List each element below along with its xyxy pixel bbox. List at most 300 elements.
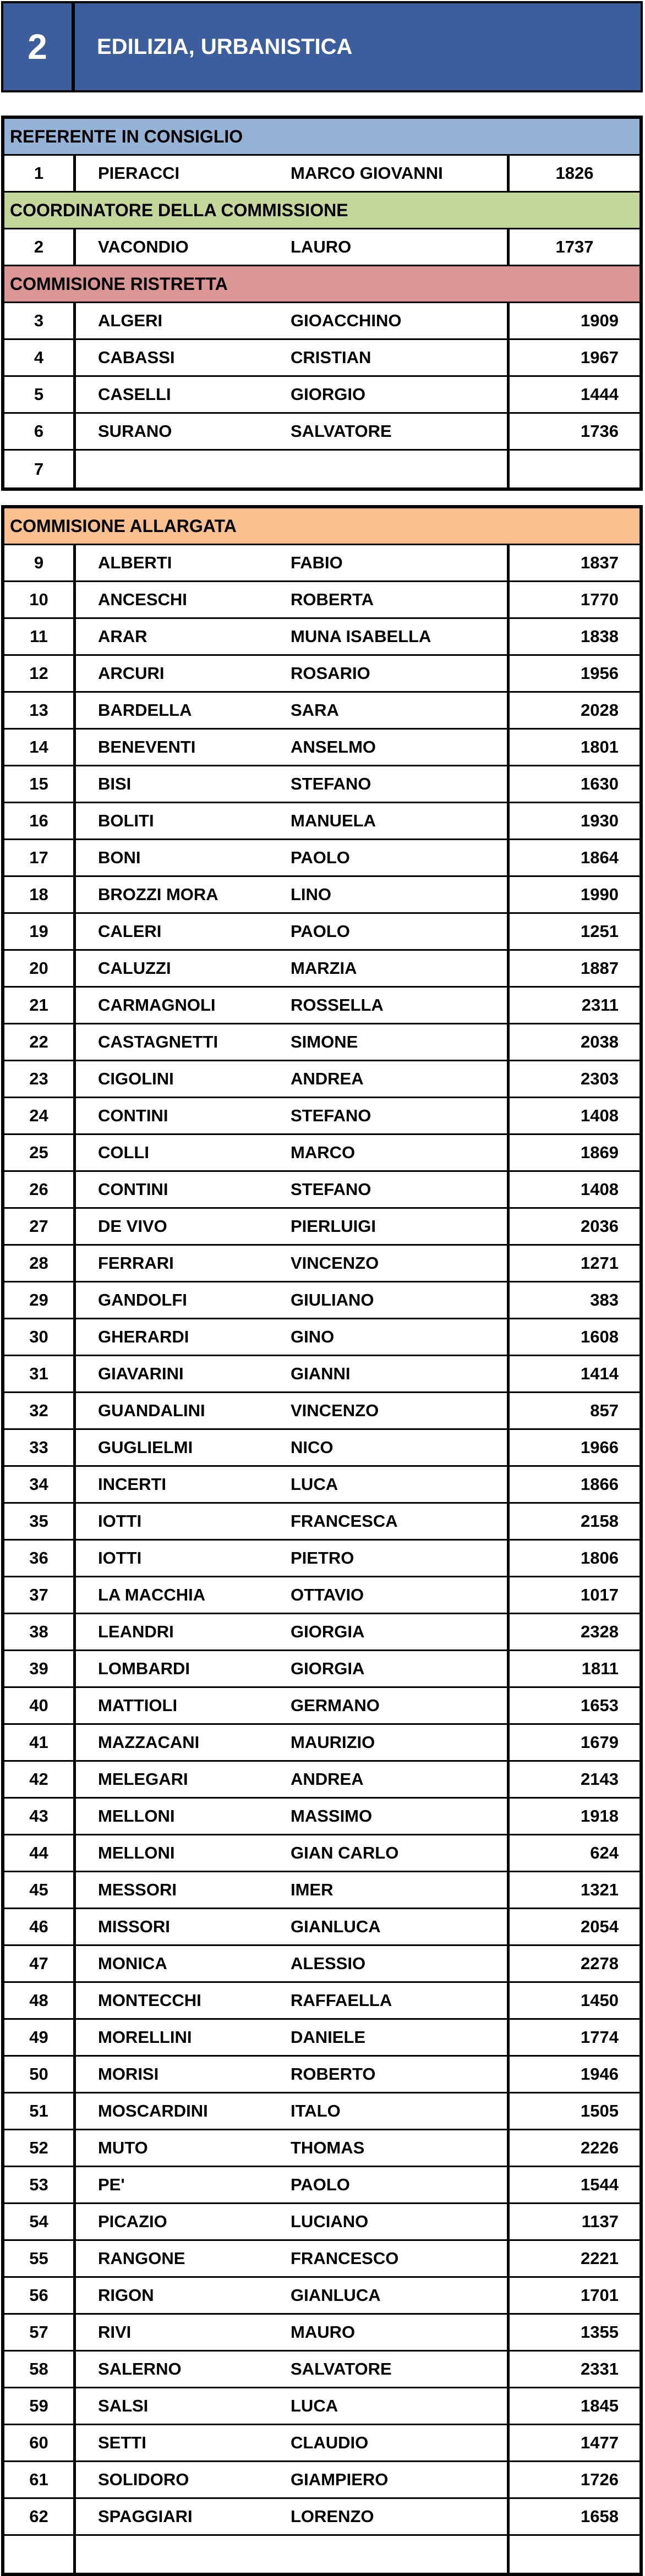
member-code: 1630 [507, 766, 639, 802]
member-first-name: MUNA ISABELLA [291, 627, 431, 646]
row-number: 25 [4, 1135, 76, 1170]
row-number: 14 [4, 730, 76, 765]
member-first-name: SARA [291, 700, 339, 720]
member-first-name [291, 2536, 507, 2573]
member-surname: MISSORI [98, 1917, 170, 1936]
member-first-name: GIORGIA [291, 1659, 365, 1678]
table-row [4, 1430, 639, 1467]
member-code: 1770 [507, 582, 639, 617]
member-first-name: ALESSIO [291, 1954, 366, 1973]
table-row [4, 803, 639, 840]
member-code: 1811 [507, 1651, 639, 1686]
table-row [4, 1541, 639, 1577]
member-first-name: CLAUDIO [291, 2433, 369, 2452]
row-number: 16 [4, 803, 76, 838]
member-first-name: MASSIMO [291, 1806, 373, 1826]
member-first-name: LINO [291, 885, 332, 904]
row-number: 55 [4, 2241, 76, 2276]
member-code: 1837 [507, 545, 639, 580]
member-code: 2303 [507, 1061, 639, 1097]
row-number: 47 [4, 1946, 76, 1981]
member-surname: CALERI [98, 922, 162, 941]
table-row [4, 1209, 639, 1246]
member-surname [76, 451, 291, 487]
table-row [4, 1282, 639, 1319]
row-number: 18 [4, 877, 76, 912]
member-code: 2036 [507, 1209, 639, 1244]
member-first-name: GIOACCHINO [291, 311, 402, 330]
member-surname: MUTO [98, 2138, 148, 2157]
table-row [4, 451, 639, 487]
member-first-name: ANSELMO [291, 737, 376, 757]
member-surname: BONI [98, 848, 141, 867]
member-surname: BENEVENTI [98, 737, 196, 757]
member-code [507, 451, 639, 487]
member-code: 1251 [507, 914, 639, 949]
row-number: 49 [4, 2020, 76, 2055]
member-first-name: ITALO [291, 2101, 341, 2120]
member-first-name: VINCENZO [291, 1401, 379, 1420]
row-number: 11 [4, 619, 76, 654]
row-number: 20 [4, 951, 76, 986]
member-surname: SPAGGIARI [98, 2507, 193, 2526]
row-number: 42 [4, 1762, 76, 1797]
table-row [4, 2388, 639, 2425]
table-row [4, 1725, 639, 1762]
member-code: 1838 [507, 619, 639, 654]
member-first-name: PIETRO [291, 1548, 354, 1567]
member-code: 1726 [507, 2462, 639, 2497]
member-code: 1966 [507, 1430, 639, 1465]
member-code [507, 2536, 639, 2573]
member-first-name: GIULIANO [291, 1290, 374, 1309]
member-first-name: GIANLUCA [291, 2285, 381, 2305]
row-number: 1 [4, 156, 76, 191]
table-row [4, 1909, 639, 1946]
member-code: 2328 [507, 1614, 639, 1649]
member-code: 2226 [507, 2130, 639, 2166]
row-number: 33 [4, 1430, 76, 1465]
member-code: 2311 [507, 988, 639, 1023]
table-row [4, 2462, 639, 2499]
row-number: 7 [4, 451, 76, 487]
member-first-name: MARCO [291, 1143, 356, 1162]
member-first-name: FRANCESCO [291, 2249, 399, 2268]
table-row [4, 1577, 639, 1614]
row-number: 32 [4, 1393, 76, 1428]
member-first-name: SALVATORE [291, 2359, 392, 2378]
table-row [4, 1246, 639, 1282]
row-number: 35 [4, 1504, 76, 1539]
block-commissione-allargata [1, 505, 643, 2576]
row-number: 10 [4, 582, 76, 617]
row-number: 28 [4, 1246, 76, 1281]
row-number: 43 [4, 1799, 76, 1834]
table-row [4, 2425, 639, 2462]
member-first-name: PAOLO [291, 848, 350, 867]
row-number: 50 [4, 2057, 76, 2092]
member-code: 1990 [507, 877, 639, 912]
member-surname: CONTINI [98, 1180, 168, 1199]
row-number: 12 [4, 656, 76, 691]
member-code: 2278 [507, 1946, 639, 1981]
member-code: 1737 [507, 229, 639, 265]
table-row [4, 951, 639, 988]
member-surname: MESSORI [98, 1880, 177, 1899]
member-code: 1653 [507, 1688, 639, 1723]
member-surname: ALGERI [98, 311, 163, 330]
member-code: 1608 [507, 1319, 639, 1355]
member-code: 2221 [507, 2241, 639, 2276]
table-row [4, 1467, 639, 1504]
section-band-referente-in-consiglio: REFERENTE IN CONSIGLIO [4, 119, 639, 156]
table-row [4, 1319, 639, 1356]
table-row [4, 1799, 639, 1835]
row-number: 40 [4, 1688, 76, 1723]
table-row [4, 1024, 639, 1061]
member-code: 1956 [507, 656, 639, 691]
table-row [4, 2352, 639, 2388]
member-first-name: DANIELE [291, 2027, 366, 2047]
member-first-name: GIANNI [291, 1364, 351, 1383]
member-surname: SURANO [98, 421, 172, 441]
member-first-name: ROBERTA [291, 590, 374, 609]
table-row [4, 1061, 639, 1098]
member-first-name: SIMONE [291, 1032, 358, 1051]
member-code: 1505 [507, 2093, 639, 2129]
member-surname: RIVI [98, 2322, 132, 2342]
member-surname: FERRARI [98, 1253, 174, 1273]
member-first-name: IMER [291, 1880, 334, 1899]
member-first-name: ROBERTO [291, 2064, 376, 2084]
member-code: 1017 [507, 1577, 639, 1613]
member-surname: PIERACCI [98, 163, 180, 183]
row-number: 17 [4, 840, 76, 875]
member-surname: BOLITI [98, 811, 154, 830]
table-row [4, 1872, 639, 1909]
member-code: 1137 [507, 2204, 639, 2239]
member-surname: CARMAGNOLI [98, 995, 216, 1015]
member-code: 1918 [507, 1799, 639, 1834]
member-surname: GUGLIELMI [98, 1438, 193, 1457]
member-first-name: PAOLO [291, 922, 350, 941]
table-row [4, 2536, 639, 2573]
member-code: 1887 [507, 951, 639, 986]
member-surname: LA MACCHIA [98, 1585, 206, 1604]
row-number: 34 [4, 1467, 76, 1502]
member-surname: MELLONI [98, 1806, 175, 1826]
member-code: 2038 [507, 1024, 639, 1060]
row-number: 3 [4, 303, 76, 338]
row-number: 61 [4, 2462, 76, 2497]
table-row [4, 1135, 639, 1172]
member-surname: IOTTI [98, 1511, 142, 1531]
table-row [4, 1614, 639, 1651]
table-row [4, 1172, 639, 1209]
member-first-name: OTTAVIO [291, 1585, 364, 1604]
member-code: 1271 [507, 1246, 639, 1281]
table-row [4, 2057, 639, 2093]
member-code: 1869 [507, 1135, 639, 1170]
member-code: 2054 [507, 1909, 639, 1944]
table-row [4, 2241, 639, 2278]
row-number: 9 [4, 545, 76, 580]
row-number: 30 [4, 1319, 76, 1355]
page-header [1, 1, 643, 92]
table-row [4, 693, 639, 730]
member-code: 1444 [507, 377, 639, 412]
table-row [4, 1393, 639, 1430]
member-first-name: MAURO [291, 2322, 356, 2342]
member-code: 2143 [507, 1762, 639, 1797]
member-surname [76, 2536, 291, 2573]
member-first-name: FRANCESCA [291, 1511, 398, 1531]
table-row [4, 377, 639, 414]
row-number: 45 [4, 1872, 76, 1908]
row-number: 19 [4, 914, 76, 949]
row-number: 26 [4, 1172, 76, 1207]
member-code: 1658 [507, 2499, 639, 2534]
member-surname: COLLI [98, 1143, 149, 1162]
member-surname: ANCESCHI [98, 590, 187, 609]
member-code: 1408 [507, 1098, 639, 1133]
member-first-name: THOMAS [291, 2138, 365, 2157]
row-number: 23 [4, 1061, 76, 1097]
row-number [4, 2536, 76, 2573]
member-first-name: GIORGIA [291, 1622, 365, 1641]
member-code: 1806 [507, 1541, 639, 1576]
table-row [4, 2315, 639, 2352]
member-first-name: VINCENZO [291, 1253, 379, 1273]
row-number: 39 [4, 1651, 76, 1686]
row-number: 5 [4, 377, 76, 412]
table-row [4, 1356, 639, 1393]
member-code: 1414 [507, 1356, 639, 1391]
table-row [4, 1651, 639, 1688]
member-first-name: GERMANO [291, 1696, 380, 1715]
member-surname: ARCURI [98, 664, 165, 683]
member-first-name: PAOLO [291, 2175, 350, 2194]
member-first-name: ANDREA [291, 1069, 364, 1088]
section-band-commisione-ristretta: COMMISIONE RISTRETTA [4, 266, 639, 303]
member-first-name: LUCA [291, 2396, 338, 2415]
member-surname: SETTI [98, 2433, 146, 2452]
row-number: 38 [4, 1614, 76, 1649]
member-surname: ARAR [98, 627, 147, 646]
member-first-name: GIANLUCA [291, 1917, 381, 1936]
member-code: 1909 [507, 303, 639, 338]
member-surname: MELLONI [98, 1843, 175, 1862]
member-surname: CALUZZI [98, 958, 171, 978]
member-surname: MORELLINI [98, 2027, 192, 2047]
member-first-name: STEFANO [291, 1106, 371, 1125]
member-surname: PE' [98, 2175, 125, 2194]
member-code: 1801 [507, 730, 639, 765]
member-first-name: ROSSELLA [291, 995, 384, 1015]
section-band-commisione-allargata: COMMISIONE ALLARGATA [4, 508, 639, 545]
table-row [4, 1946, 639, 1983]
member-first-name: MARCO GIOVANNI [291, 163, 443, 183]
member-code: 1946 [507, 2057, 639, 2092]
member-code: 1736 [507, 414, 639, 449]
member-surname: GUANDALINI [98, 1401, 205, 1420]
member-code: 1544 [507, 2167, 639, 2202]
member-surname: BROZZI MORA [98, 885, 218, 904]
row-number: 6 [4, 414, 76, 449]
table-row [4, 1835, 639, 1872]
member-first-name: MANUELA [291, 811, 376, 830]
member-code: 2331 [507, 2352, 639, 2387]
member-surname: IOTTI [98, 1548, 142, 1567]
member-surname: MELEGARI [98, 1769, 188, 1789]
row-number: 27 [4, 1209, 76, 1244]
member-first-name: LORENZO [291, 2507, 374, 2526]
row-number: 31 [4, 1356, 76, 1391]
member-first-name: RAFFAELLA [291, 1991, 392, 2010]
section-band-coordinatore-della-commissione: COORDINATORE DELLA COMMISSIONE [4, 193, 639, 229]
member-first-name: CRISTIAN [291, 348, 371, 367]
row-number: 58 [4, 2352, 76, 2387]
member-surname: MAZZACANI [98, 1733, 200, 1752]
member-surname: CONTINI [98, 1106, 168, 1125]
member-code: 1864 [507, 840, 639, 875]
table-row [4, 840, 639, 877]
member-code: 2158 [507, 1504, 639, 1539]
table-row [4, 2499, 639, 2536]
table-row [4, 414, 639, 451]
member-surname: MONTECCHI [98, 1991, 201, 2010]
row-number: 54 [4, 2204, 76, 2239]
row-number: 57 [4, 2315, 76, 2350]
row-number: 24 [4, 1098, 76, 1133]
table-row [4, 2020, 639, 2057]
table-row [4, 1983, 639, 2020]
member-code: 1774 [507, 2020, 639, 2055]
row-number: 53 [4, 2167, 76, 2202]
member-first-name: GIAMPIERO [291, 2470, 389, 2489]
table-row [4, 2204, 639, 2241]
member-first-name: LAURO [291, 237, 352, 256]
row-number: 56 [4, 2278, 76, 2313]
row-number: 29 [4, 1282, 76, 1318]
table-row [4, 229, 639, 266]
section-title: EDILIZIA, URBANISTICA [97, 34, 353, 59]
member-surname: RANGONE [98, 2249, 185, 2268]
table-row [4, 619, 639, 656]
member-code: 1866 [507, 1467, 639, 1502]
member-surname: MORISI [98, 2064, 159, 2084]
member-surname: ALBERTI [98, 553, 172, 572]
section-number: 2 [3, 3, 75, 90]
table-row [4, 1098, 639, 1135]
row-number: 41 [4, 1725, 76, 1760]
member-code: 1967 [507, 340, 639, 375]
member-code: 1321 [507, 1872, 639, 1908]
table-row [4, 2278, 639, 2315]
member-surname: VACONDIO [98, 237, 189, 256]
row-number: 60 [4, 2425, 76, 2460]
member-surname: GANDOLFI [98, 1290, 187, 1309]
member-first-name: ROSARIO [291, 664, 370, 683]
row-number: 15 [4, 766, 76, 802]
member-code: 1930 [507, 803, 639, 838]
member-surname: RIGON [98, 2285, 154, 2305]
table-row [4, 656, 639, 693]
table-row [4, 1688, 639, 1725]
member-code: 1679 [507, 1725, 639, 1760]
member-surname: INCERTI [98, 1475, 166, 1494]
table-row [4, 2167, 639, 2204]
member-first-name: PIERLUIGI [291, 1216, 376, 1236]
member-first-name: MAURIZIO [291, 1733, 375, 1752]
member-first-name: MARZIA [291, 958, 357, 978]
table-row [4, 156, 639, 193]
table-row [4, 2130, 639, 2167]
member-surname: MATTIOLI [98, 1696, 178, 1715]
member-code: 1477 [507, 2425, 639, 2460]
row-number: 48 [4, 1983, 76, 2018]
member-first-name: FABIO [291, 553, 343, 572]
member-first-name [291, 451, 507, 487]
table-row [4, 545, 639, 582]
member-code: 383 [507, 1282, 639, 1318]
table-row [4, 303, 639, 340]
member-surname: SOLIDORO [98, 2470, 189, 2489]
block-leadership [1, 116, 643, 491]
member-surname: DE VIVO [98, 1216, 167, 1236]
row-number: 36 [4, 1541, 76, 1576]
member-surname: PICAZIO [98, 2212, 167, 2231]
row-number: 52 [4, 2130, 76, 2166]
row-number: 37 [4, 1577, 76, 1613]
table-row [4, 877, 639, 914]
member-surname: GHERARDI [98, 1327, 189, 1346]
member-first-name: GINO [291, 1327, 335, 1346]
row-number: 62 [4, 2499, 76, 2534]
row-number: 59 [4, 2388, 76, 2424]
member-first-name: LUCIANO [291, 2212, 369, 2231]
member-code: 1408 [507, 1172, 639, 1207]
member-surname: MOSCARDINI [98, 2101, 208, 2120]
member-surname: CIGOLINI [98, 1069, 174, 1088]
table-row [4, 2093, 639, 2130]
member-code: 1355 [507, 2315, 639, 2350]
member-first-name: ANDREA [291, 1769, 364, 1789]
member-first-name: SALVATORE [291, 421, 392, 441]
table-row [4, 1762, 639, 1799]
row-number: 51 [4, 2093, 76, 2129]
table-row [4, 340, 639, 377]
table-row [4, 914, 639, 951]
row-number: 13 [4, 693, 76, 728]
member-code: 1701 [507, 2278, 639, 2313]
row-number: 22 [4, 1024, 76, 1060]
member-surname: LOMBARDI [98, 1659, 190, 1678]
member-code: 1450 [507, 1983, 639, 2018]
row-number: 2 [4, 229, 76, 265]
member-first-name: STEFANO [291, 774, 371, 793]
member-first-name: GIORGIO [291, 385, 366, 404]
member-surname: CASTAGNETTI [98, 1032, 218, 1051]
table-row [4, 730, 639, 766]
member-code: 2028 [507, 693, 639, 728]
table-row [4, 1504, 639, 1541]
table-row [4, 766, 639, 803]
row-number: 46 [4, 1909, 76, 1944]
table-row [4, 988, 639, 1024]
member-code: 624 [507, 1835, 639, 1871]
row-number: 21 [4, 988, 76, 1023]
